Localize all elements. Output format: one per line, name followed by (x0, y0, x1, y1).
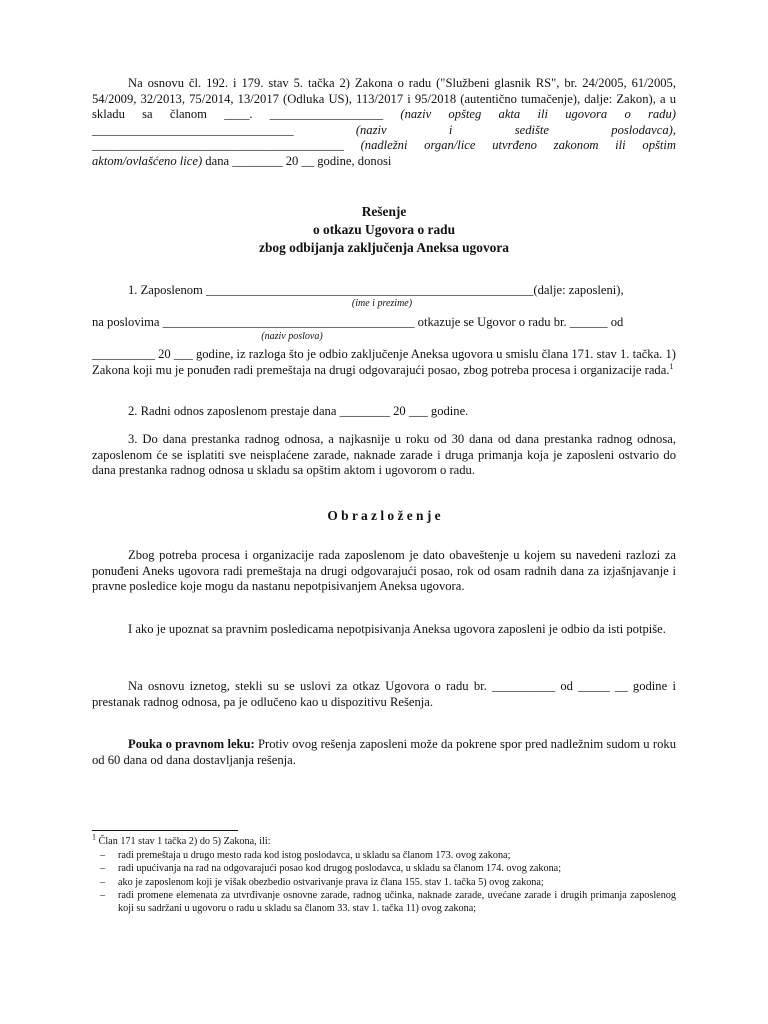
reasoning-heading: O b r a z l o ž e n j e (327, 508, 441, 523)
footnote-mark: 1 (92, 832, 96, 842)
item1-paragraph-text: __________ 20 ___ godine, iz razloga što je odbio zaključenje Aneksa ugovora u smislu člana 171. stav 1. tačka. 1) Zakona koji mu je ponuđen radi premeštaja na drugi odgovarajući posao, zbog potreba procesa i organizacije rada. (92, 347, 676, 377)
footnote-item-text: radi premeštaja u drugo mesto rada kod istog poslodavca, u skladu sa članom 173. ovog zakona; (118, 850, 511, 861)
intro-text-g: dana ________ 20 __ godine, donosi (202, 153, 392, 168)
title-line-1: Rešenje (361, 204, 407, 219)
footnote-intro (92, 832, 676, 848)
intro-text-b: (naziv opšteg akta ili ugovora o radu) (400, 107, 676, 122)
footnote-list (92, 850, 676, 916)
reasoning-paragraph-1: Zbog potreba procesa i organizacije rada zaposlenom je dato obaveštenje u kojem su navedeni razlozi za ponuđeni Aneks ugovora radi premeštaja na drugi odgovarajući posao, rok od osam radnih dana za izjašnjavanje i pravne posledice koje mogu da nastanu nepotpisivanjem Aneksa ugovora. (92, 548, 676, 594)
legal-remedy-paragraph (92, 737, 676, 768)
footnote-intro-text: Član 171 stav 1 tačka 2) do 5) Zakona, ili: (96, 836, 271, 847)
title-line-2: o otkazu Ugovora o radu (312, 222, 456, 237)
intro-text-a: Na osnovu čl. 192. i 179. stav 5. tačka 2) Zakona o radu ("Službeni glasnik RS", br. 24/2005, 61/2005, 54/2009, 32/2013, 75/2014, 13/2017 (Odluka US), 113/2017 i 95/2018 (autentično tumačenje), dalje: Zakon), a u skladu sa članom ____. __________________ (92, 76, 676, 122)
item1-caption-position: (naziv poslova) (261, 331, 323, 342)
legal-remedy-text: Protiv ovog rešenja zaposleni može da pokrene spor pred nadležnim sudom u roku od 60 dana od dana dostavljanja rešenja. (92, 737, 676, 767)
item3-paragraph: 3. Do dana prestanka radnog odnosa, a najkasnije u roku od 30 dana od dana prestanka radnog odnosa, zaposlenom će se isplatiti sve neisplaćene zarade, naknade zarade i druga primanja koja je zaposleni ostvario do dana prestanka radnog odnosa u skladu sa opštim aktom i ugovorom o radu. (92, 432, 676, 478)
footnote-list-item (92, 877, 676, 889)
intro-paragraph (92, 76, 676, 170)
footnote-item-text: radi promene elemenata za utvrđivanje osnovne zarade, radnog učinka, naknade zarade, uvećane zarade i drugih primanja zaposlenog koji su sadržani u ugovoru o radu u skladu sa članom 33. stav 1. tačka 11) ovog zakona; (118, 890, 676, 914)
dash-bullet-icon: – (100, 876, 106, 888)
footnote-reference[interactable]: 1 (669, 361, 674, 371)
intro-text-f: (nadležni organ/lice utvrđeno zakonom ili opštim aktom/ovlašćeno lice) (92, 138, 676, 168)
item1-paragraph (92, 347, 676, 378)
footnote-item-text: radi upućivanja na rad na odgovarajući posao kod drugog poslodavca, u skladu sa članom 174. ovog zakona; (118, 863, 562, 875)
reasoning-paragraph-3: Na osnovu iznetog, stekli su se uslovi za otkaz Ugovora o radu br. __________ od _____ __ godine i prestanak radnog odnosa, pa je odlučeno kao u dispozitivu Rešenja. (92, 679, 676, 709)
title-line-3: zbog odbijanja zaključenja Aneksa ugovora (259, 240, 509, 255)
footnote-list-item (92, 850, 676, 862)
item1-line1: 1. Zaposlenom ____________________________________________________(dalje: zaposleni), (128, 283, 624, 297)
intro-text-c: ________________________________ (92, 122, 356, 137)
intro-text-d: (naziv i sedište poslodavca) (355, 122, 673, 137)
footnote-separator (92, 830, 238, 831)
item1-caption-name: (ime i prezime) (351, 298, 413, 309)
document-title (92, 203, 676, 257)
footnote-list-item (92, 863, 676, 875)
dash-bullet-icon: – (100, 863, 106, 875)
dash-bullet-icon: – (100, 890, 106, 902)
reasoning-paragraph-2: I ako je upoznat sa pravnim posledicama nepotpisivanja Aneksa ugovora zaposleni je odbio da isti potpiše. (128, 622, 666, 636)
footnote-list-item (92, 890, 676, 915)
legal-remedy-label: Pouka o pravnom leku: (128, 737, 255, 751)
footnote-item-text: ako je zaposlenom koji je višak obezbedio ostvarivanje prava iz člana 155. stav 1. tačka 5) ovog zakona; (118, 876, 544, 888)
item2-paragraph: 2. Radni odnos zaposlenom prestaje dana ________ 20 ___ godine. (128, 404, 469, 418)
dash-bullet-icon: – (100, 850, 106, 861)
intro-text-e: , ________________________________________ (92, 122, 676, 153)
item1-line2: na poslovima ________________________________________ otkazuje se Ugovor o radu br. ______ od (92, 315, 624, 329)
